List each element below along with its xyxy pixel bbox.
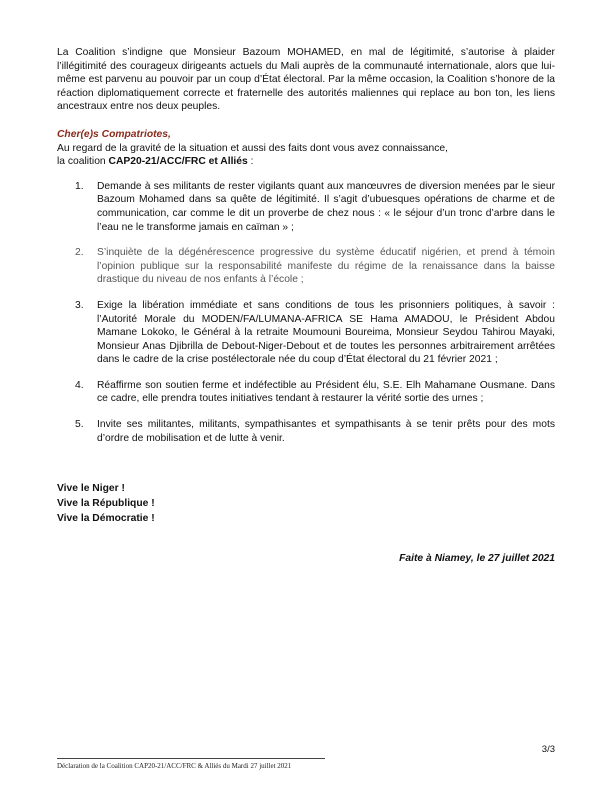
slogan-republique: Vive la République ! xyxy=(57,498,155,510)
item-number: 5. xyxy=(75,419,84,431)
document-body xyxy=(57,46,555,566)
item-text: Invite ses militantes, militants, sympathisantes et sympathisants à se tenir prêts pour des mots d’ordre de mobilisation et de lutte à venir. xyxy=(97,419,555,444)
coalition-prefix: la coalition xyxy=(57,156,109,168)
item-text: S’inquiète de la dégénérescence progressive du système éducatif nigérien, et prend à témoin l’opinion publique sur la responsabilité manifeste du régime de la renaissance dans la baisse drastique du niveau de nos enfants à l’école ; xyxy=(97,247,555,286)
footer-divider xyxy=(57,758,325,759)
item-number: 3. xyxy=(75,299,84,311)
intro-line: Au regard de la gravité de la situation et aussi des faits dont vous avez connaissance, xyxy=(57,142,448,154)
item-text: Demande à ses militants de rester vigilants quant aux manœuvres de diversion menées par le sieur Bazoum Mohamed dans sa quête de légitimité. Il s’agit d’ubuesques opérations de charme et de communication, car comme le dit un proverbe de chez nous : « le séjour d’un tronc d’arbre dans le l’eau ne le transforme jamais en caïman » ; xyxy=(97,180,555,233)
salutation: Cher(e)s Compatriotes, xyxy=(57,128,171,140)
item-number: 4. xyxy=(75,379,84,391)
item-number: 1. xyxy=(75,180,84,192)
resolution-item xyxy=(57,299,555,367)
resolution-item xyxy=(57,246,555,287)
item-number: 2. xyxy=(75,247,84,259)
coalition-line xyxy=(57,155,555,169)
place-and-date: Faite à Niamey, le 27 juillet 2021 xyxy=(399,553,555,565)
closing-slogans xyxy=(57,481,555,526)
resolution-item xyxy=(57,418,555,445)
slogan-niger: Vive le Niger ! xyxy=(57,483,125,495)
item-text: Exige la libération immédiate et sans conditions de tous les prisonniers politiques, à savoir : l’Autorité Morale du MODEN/FA/LUMANA-AFRICA SE Hama AMADOU, le Président Abdou Mamane Lokoko, le Général à la retraite Moumouni Boureima, Monsieur Seydou Tahirou Mayaki, Monsieur Anas Djibrilla de Debout-Niger-Debout et de toutes les personnes arbitrairement arrêtées dans le cadre de la crise postélectorale née du coup d’État électoral du 21 février 2021 ; xyxy=(97,299,555,366)
page-number: 3/3 xyxy=(541,744,555,755)
resolution-list xyxy=(57,180,555,446)
footer-text: Déclaration de la Coalition CAP20-21/ACC/FRC & Alliés du Mardi 27 juillet 2021 xyxy=(57,762,292,770)
coalition-name: CAP20-21/ACC/FRC et Alliés xyxy=(108,156,248,168)
resolution-item xyxy=(57,180,555,234)
item-text: Réaffirme son soutien ferme et indéfectible au Président élu, S.E. Elh Mahamane Ousmane. Dans ce cadre, elle prendra toutes initiatives tendant à restaurer la vérité sortie des urnes ; xyxy=(97,379,555,405)
slogan-democratie: Vive la Démocratie ! xyxy=(57,513,155,525)
paragraph-coalition-indignation: La Coalition s’indigne que Monsieur Bazoum MOHAMED, en mal de légitimité, s’autorise à plaider l’illégitimité des courageux dirigeants actuels du Mali auprès de la communauté internationale, alors que lui-même est parvenu au pouvoir par un coup d’État électoral. Par la même occasion, la Coalition s’honore de la réaction diplomatiquement correcte et fraternelle des autorités maliennes qui replace au bon ton, les liens ancestraux entre nos deux peuples. xyxy=(57,47,555,113)
coalition-suffix: : xyxy=(247,156,254,168)
resolution-item xyxy=(57,379,555,406)
